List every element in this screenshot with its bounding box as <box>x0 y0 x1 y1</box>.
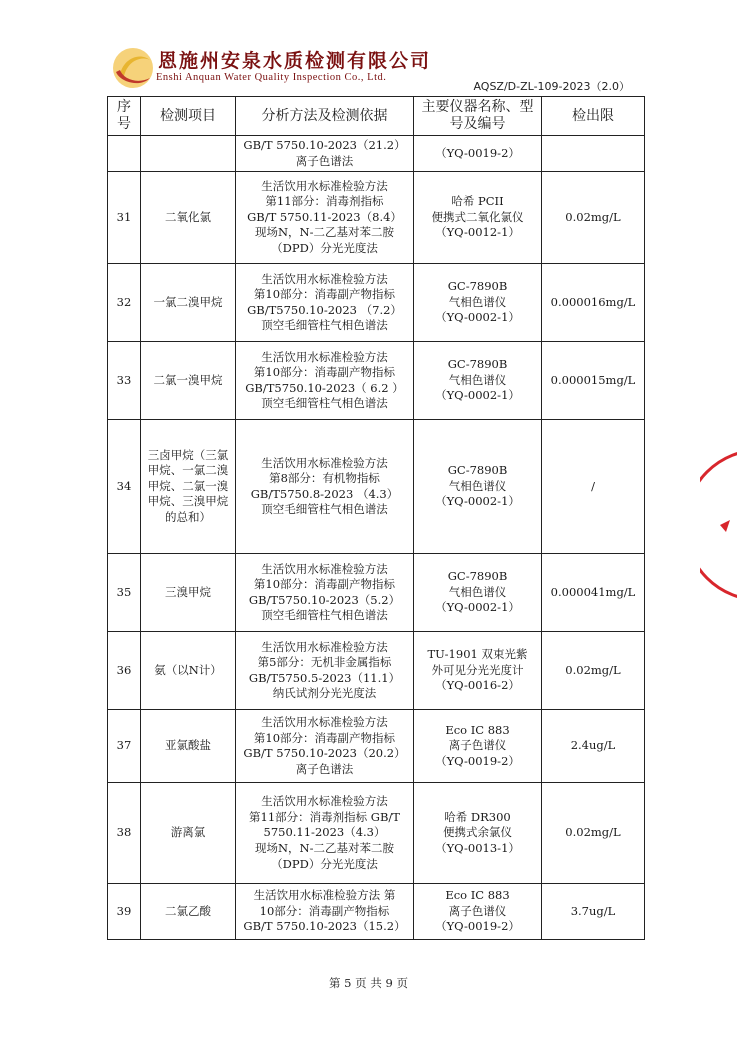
header-item: 检测项目 <box>141 97 236 136</box>
test-item: 游离氯 <box>141 783 236 884</box>
instrument-line: GC-7890B <box>447 357 508 372</box>
table-row <box>108 783 645 884</box>
method-line: 第5部分：无机非金属指标 <box>257 655 392 670</box>
method-cell <box>236 884 414 940</box>
document-number: AQSZ/D-ZL-109-2023（2.0） <box>473 80 630 93</box>
test-item: 二氯一溴甲烷 <box>141 342 236 420</box>
row-number: 31 <box>108 172 141 264</box>
method-line: GB/T5750.10-2023（ 6.2 ） <box>245 380 404 395</box>
instrument-line: （YQ-0002-1） <box>435 388 520 403</box>
method-line: 顶空毛细管柱气相色谱法 <box>261 608 388 623</box>
company-name-en: Enshi Anquan Water Quality Inspection Co., Ltd. <box>156 72 387 83</box>
instrument-line: 离子色谱仪 <box>448 903 507 918</box>
instrument-cell <box>414 884 542 940</box>
instrument-line: 哈希 PCII <box>451 194 504 209</box>
instrument-line: TU-1901 双束光紫 <box>427 647 528 662</box>
instrument-cell <box>414 342 542 420</box>
instrument-line: （YQ-0019-2） <box>435 145 520 160</box>
instrument-cell <box>414 554 542 632</box>
detection-limit <box>542 136 645 172</box>
detection-limit: 3.7ug/L <box>542 884 645 940</box>
test-item: 氨（以N计） <box>141 632 236 710</box>
method-line: 第8部分：有机物指标 <box>269 471 380 486</box>
table-row <box>108 264 645 342</box>
table-row <box>108 884 645 940</box>
method-line: 生活饮用水标准检验方法 <box>261 639 388 654</box>
instrument-line: （YQ-0002-1） <box>435 310 520 325</box>
method-line: 离子色谱法 <box>295 153 354 168</box>
method-line: 第10部分：消毒副产物指标 <box>253 577 396 592</box>
test-item <box>141 136 236 172</box>
table-row <box>108 420 645 554</box>
method-cell <box>236 710 414 783</box>
test-item: 一氯二溴甲烷 <box>141 264 236 342</box>
page-footer: 第 5 页 共 9 页 <box>329 976 408 990</box>
header-instrument: 主要仪器名称、型号及编号 <box>414 97 542 136</box>
method-line: 5750.11-2023（4.3） <box>263 825 386 840</box>
detection-limit: / <box>542 420 645 554</box>
table-header-row <box>108 97 645 136</box>
company-name-cn: 恩施州安泉水质检测有限公司 <box>158 50 432 72</box>
row-number: 36 <box>108 632 141 710</box>
method-cell <box>236 632 414 710</box>
method-line: 第10部分：消毒副产物指标 <box>253 365 396 380</box>
instrument-cell <box>414 136 542 172</box>
instrument-line: （YQ-0012-1） <box>435 225 520 240</box>
header-limit: 检出限 <box>542 97 645 136</box>
method-line: 生活饮用水标准检验方法 <box>261 794 388 809</box>
table-row <box>108 136 645 172</box>
detection-limit: 0.02mg/L <box>542 172 645 264</box>
method-cell <box>236 420 414 554</box>
row-number: 35 <box>108 554 141 632</box>
table-row <box>108 554 645 632</box>
detection-limit: 0.02mg/L <box>542 783 645 884</box>
instrument-line: 气相色谱仪 <box>448 372 507 387</box>
method-line: 生活饮用水标准检验方法 第 <box>253 888 396 903</box>
method-line: 第10部分：消毒副产物指标 <box>253 730 396 745</box>
instrument-line: GC-7890B <box>447 279 508 294</box>
method-line: 顶空毛细管柱气相色谱法 <box>261 318 388 333</box>
method-line: 第10部分：消毒副产物指标 <box>253 287 396 302</box>
instrument-cell <box>414 264 542 342</box>
method-line: 生活饮用水标准检验方法 <box>261 349 388 364</box>
method-line: 10部分：消毒副产物指标 <box>259 903 390 918</box>
row-number: 32 <box>108 264 141 342</box>
instrument-line: 外可见分光光度计 <box>431 662 524 677</box>
method-line: GB/T5750.10-2023（5.2） <box>248 592 401 607</box>
method-line: GB/T5750.10-2023 （7.2） <box>247 302 402 317</box>
instrument-line: （YQ-0019-2） <box>435 919 520 934</box>
method-line: GB/T5750.5-2023（11.1） <box>248 670 401 685</box>
method-line: 生活饮用水标准检验方法 <box>261 178 388 193</box>
instrument-line: Eco IC 883 <box>445 722 510 737</box>
method-line: 生活饮用水标准检验方法 <box>261 271 388 286</box>
table-row <box>108 710 645 783</box>
test-item: 三溴甲烷 <box>141 554 236 632</box>
detection-limit: 0.000041mg/L <box>542 554 645 632</box>
method-line: 第11部分：消毒剂指标 GB/T <box>249 809 400 824</box>
row-number: 37 <box>108 710 141 783</box>
company-logo-icon <box>110 44 156 90</box>
instrument-cell <box>414 172 542 264</box>
instrument-line: （YQ-0016-2） <box>435 678 520 693</box>
method-cell <box>236 264 414 342</box>
method-line: GB/T5750.8-2023 （4.3） <box>250 486 399 501</box>
method-line: 现场N，N-二乙基对苯二胺 <box>254 225 394 240</box>
header-method: 分析方法及检测依据 <box>236 97 414 136</box>
instrument-line: GC-7890B <box>447 463 508 478</box>
method-line: GB/T 5750.10-2023（15.2） <box>243 919 406 934</box>
method-line: 第11部分：消毒剂指标 <box>265 194 384 209</box>
method-line: GB/T 5750.10-2023（21.2） <box>243 138 406 152</box>
method-line: 顶空毛细管柱气相色谱法 <box>261 502 388 517</box>
row-number: 33 <box>108 342 141 420</box>
instrument-line: （YQ-0013-1） <box>435 840 520 855</box>
test-item: 二氧化氯 <box>141 172 236 264</box>
method-cell <box>236 554 414 632</box>
instrument-line: 便携式余氯仪 <box>443 825 512 840</box>
method-line: （DPD）分光光度法 <box>271 856 378 871</box>
table-row <box>108 632 645 710</box>
method-line: 生活饮用水标准检验方法 <box>261 561 388 576</box>
instrument-line: 便携式二氧化氯仪 <box>431 209 524 224</box>
detection-limit: 0.000016mg/L <box>542 264 645 342</box>
row-number: 34 <box>108 420 141 554</box>
test-item: 亚氯酸盐 <box>141 710 236 783</box>
method-line: 现场N，N-二乙基对苯二胺 <box>254 840 394 855</box>
instrument-line: 气相色谱仪 <box>448 294 507 309</box>
instrument-line: 气相色谱仪 <box>448 478 507 493</box>
instrument-line: Eco IC 883 <box>445 888 510 903</box>
test-item: 二氯乙酸 <box>141 884 236 940</box>
instrument-line: （YQ-0002-1） <box>435 600 520 615</box>
page-header <box>110 44 630 92</box>
method-line: GB/T 5750.11-2023（8.4） <box>247 209 402 224</box>
method-cell <box>236 783 414 884</box>
instrument-cell <box>414 420 542 554</box>
instrument-cell <box>414 710 542 783</box>
method-cell <box>236 342 414 420</box>
detection-limit: 0.02mg/L <box>542 632 645 710</box>
method-line: 生活饮用水标准检验方法 <box>261 715 388 729</box>
instrument-cell <box>414 783 542 884</box>
method-line: 生活饮用水标准检验方法 <box>261 455 388 470</box>
method-cell <box>236 172 414 264</box>
method-line: 顶空毛细管柱气相色谱法 <box>261 396 388 411</box>
inspection-stamp <box>700 440 737 610</box>
instrument-line: GC-7890B <box>447 569 508 584</box>
method-line: GB/T 5750.10-2023（20.2） <box>243 746 406 761</box>
instrument-line: 气相色谱仪 <box>448 584 507 599</box>
method-line: （DPD）分光光度法 <box>271 241 378 256</box>
row-number: 38 <box>108 783 141 884</box>
instrument-line: （YQ-0019-2） <box>435 753 520 768</box>
table-row <box>108 342 645 420</box>
instrument-line: （YQ-0002-1） <box>435 494 520 509</box>
method-line: 离子色谱法 <box>295 761 354 776</box>
test-item: 三卤甲烷（三氯甲烷、一氯二溴甲烷、二氯一溴甲烷、三溴甲烷的总和） <box>141 420 236 554</box>
row-number <box>108 136 141 172</box>
detection-limit: 2.4ug/L <box>542 710 645 783</box>
inspection-methods-table <box>107 96 645 940</box>
method-line: 纳氏试剂分光光度法 <box>272 686 377 701</box>
header-no: 序号 <box>108 97 141 136</box>
instrument-cell <box>414 632 542 710</box>
instrument-line: 离子色谱仪 <box>448 738 507 753</box>
table-row <box>108 172 645 264</box>
method-cell <box>236 136 414 172</box>
detection-limit: 0.000015mg/L <box>542 342 645 420</box>
instrument-line: 哈希 DR300 <box>444 809 511 824</box>
row-number: 39 <box>108 884 141 940</box>
